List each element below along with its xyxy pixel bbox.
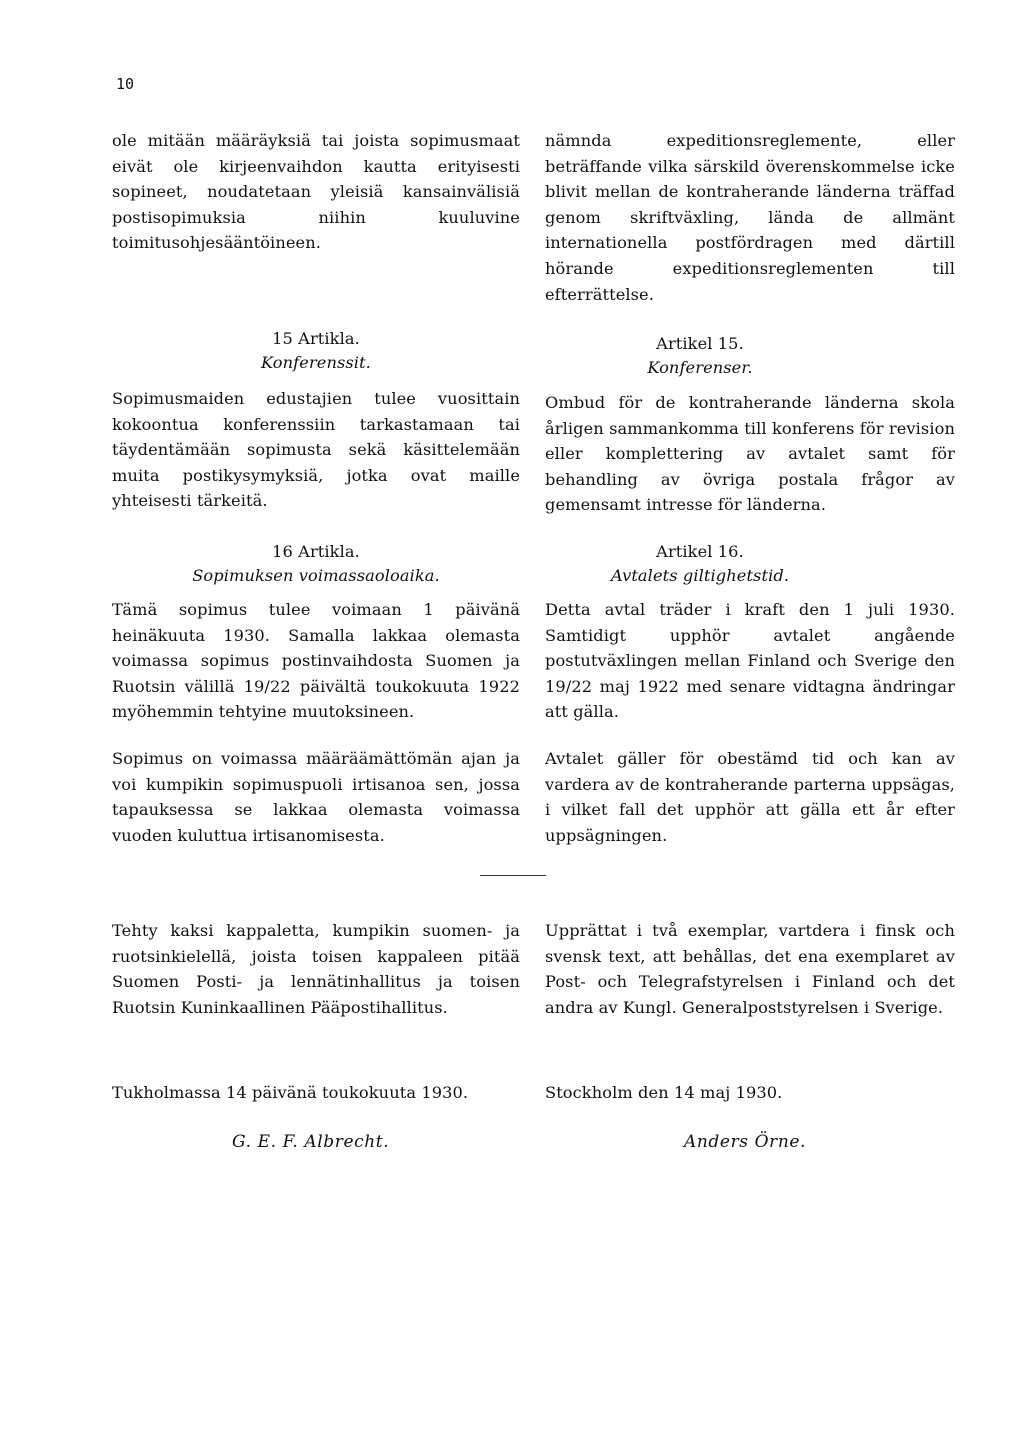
right-intro-paragraph: nämnda expeditionsreglemente, eller beträffande vilka särskild överenskommelse icke blivit mellan de kontraherande länderna träffad genom skriftväxling, lända de allmänt internationella postfördragen med därtill hörande expeditionsreglementen till efterrättelse. [545,131,955,304]
left-article-16-text-a: Tämä sopimus tulee voimaan 1 päivänä heinäkuuta 1930. Samalla lakkaa olemasta voimassa sopimus postinvaihdosta Suomen ja Ruotsin välillä 19/22 päivältä toukokuuta 1922 myöhemmin tehtyine muutoksineen. [112,600,520,722]
left-article-16-heading [112,540,520,588]
right-article-15-title: Artikel 15. [656,334,744,353]
left-place-date: Tukholmassa 14 päivänä toukokuuta 1930. [112,1083,469,1102]
right-place-date: Stockholm den 14 maj 1930. [545,1083,783,1102]
left-article-16-title: 16 Artikla. [272,542,360,561]
section-divider [480,875,546,876]
right-article-16-text-b: Avtalet gäller för obestämd tid och kan av vardera av de kontraherande parterna uppsägas, i vilket fall det upphör att gälla ett år efter uppsägningen. [545,749,955,845]
right-article-15-heading [540,332,860,380]
left-article-15-text: Sopimusmaiden edustajien tulee vuosittain kokoontua konferenssiin tarkastamaan tai täydentämään sopimusta sekä käsittelemään muita postikysymyksiä, jotka ovat maille yhteisesti tärkeitä. [112,389,520,511]
left-article-15-title: 15 Artikla. [272,329,360,348]
right-article-16-heading [540,540,860,588]
right-signature: Anders Örne. [684,1132,807,1152]
left-intro-paragraph: ole mitään määräyksiä tai joista sopimusmaat eivät ole kirjeenvaihdon kautta erityisesti sopineet, noudatetaan yleisiä kansainvälisiä postisopimuksia niihin kuuluvine toimitusohjesääntöineen. [112,131,520,253]
right-closing-paragraph: Upprättat i två exemplar, vartdera i finsk och svensk text, att behållas, det ena exemplaret av Post- och Telegrafstyrelsen i Finland och det andra av Kungl. Generalpoststyrelsen i Sverige. [545,921,955,1017]
right-article-16-text-a: Detta avtal träder i kraft den 1 juli 1930. Samtidigt upphör avtalet angående postutväxlingen mellan Finland och Sverige den 19/22 maj 1922 med senare vidtagna ändringar att gälla. [545,600,955,722]
page-number: 10 [116,75,135,93]
left-closing-paragraph: Tehty kaksi kappaletta, kumpikin suomen- ja ruotsinkielellä, joista toisen kappaleen pitää Suomen Posti- ja lennätinhallitus ja toisen Ruotsin Kuninkaallinen Pääpostihallitus. [112,921,520,1017]
right-article-15-text: Ombud för de kontraherande länderna skola årligen sammankomma till konferens för revision eller komplettering av avtalet samt för behandling av övriga postala frågor av gemensamt intresse för länderna. [545,393,955,515]
left-article-16-text-b: Sopimus on voimassa määräämättömän ajan ja voi kumpikin sopimuspuoli irtisanoa sen, jossa tapauksessa se lakkaa olemasta voimassa vuoden kuluttua irtisanomisesta. [112,749,520,845]
left-article-15-subtitle: Konferenssit. [261,353,371,372]
right-article-16-subtitle: Avtalets giltighetstid. [610,566,790,585]
left-article-16-subtitle: Sopimuksen voimassaoloaika. [192,566,440,585]
right-article-15-subtitle: Konferenser. [647,358,753,377]
left-article-15-heading [112,327,520,375]
left-signature: G. E. F. Albrecht. [232,1132,390,1152]
right-article-16-title: Artikel 16. [656,542,744,561]
